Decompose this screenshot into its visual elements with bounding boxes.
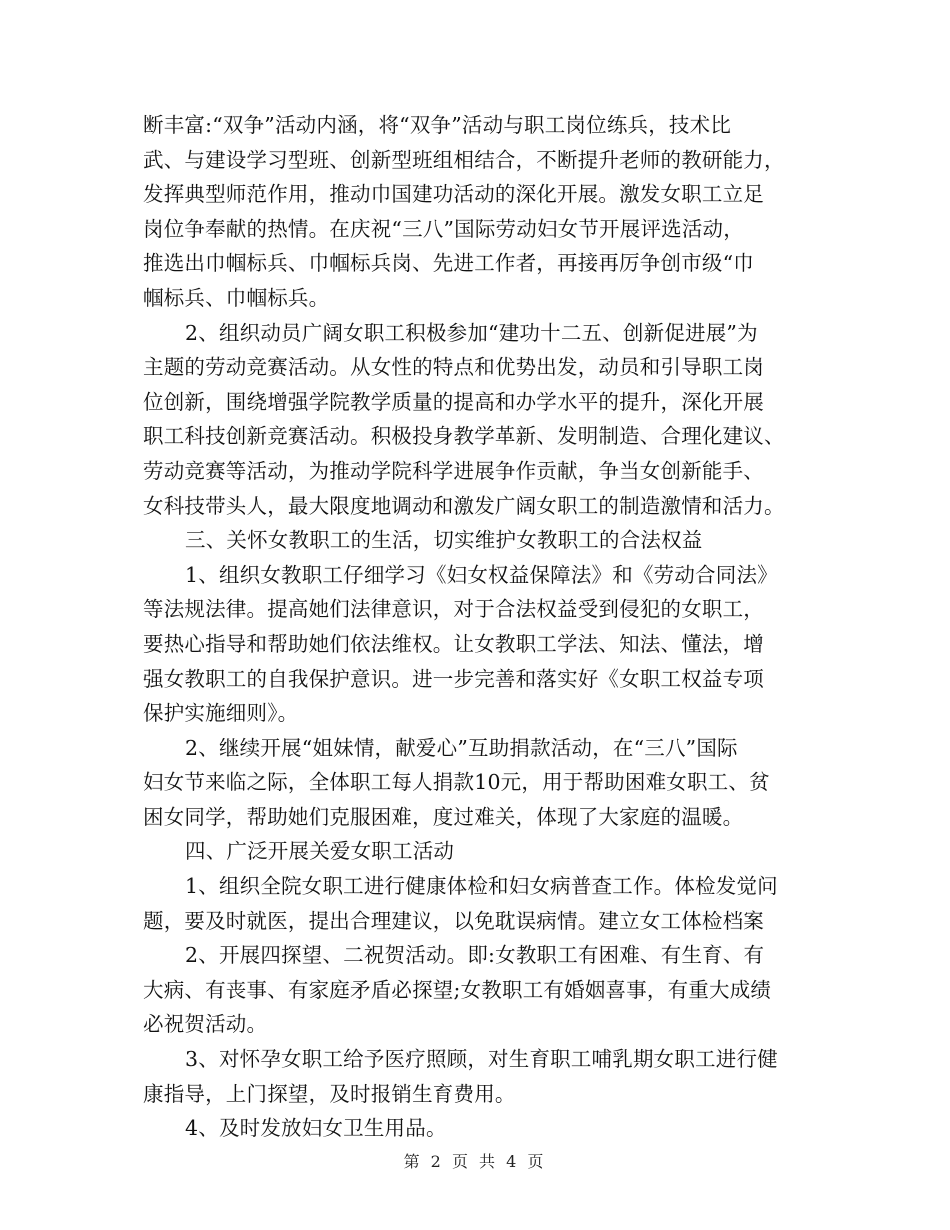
text-line: 位创新，围绕增强学院教学质量的提高和办学水平的提升，深化开展: [143, 389, 764, 414]
text-line: 2、继续开展“姐妹情，献爱心”互助捐款活动，在“三八”国际: [185, 735, 738, 760]
text-line: 康指导，上门探望，及时报销生育费用。: [143, 1081, 516, 1106]
text-line: 岗位争奉献的热情。在庆祝“三八”国际劳动妇女节开展评选活动，: [143, 216, 744, 241]
text-line: 2、开展四探望、二祝贺活动。即:女教职工有困难、有生育、有: [185, 943, 765, 968]
text-line: 帼标兵、巾帼标兵。: [143, 285, 330, 310]
text-line: 妇女节来临之际，全体职工每人捐款10元，用于帮助困难女职工、贫: [143, 770, 770, 795]
text-line: 四、广泛开展关爱女职工活动: [185, 839, 455, 864]
text-line: 强女教职工的自我保护意识。进一步完善和落实好《女职工权益专项: [143, 666, 764, 691]
text-line: 断丰富:“双争”活动内涵，将“双争”活动与职工岗位练兵，技术比: [143, 113, 732, 137]
text-line: 3、对怀孕女职工给予医疗照顾，对生育职工哺乳期女职工进行健: [185, 1047, 778, 1072]
text-line: 职工科技创新竞赛活动。积极投身教学革新、发明制造、合理化建议、: [143, 424, 785, 449]
text-line: 武、与建设学习型班、创新型班组相结合，不断提升老师的教研能力，: [143, 147, 785, 172]
text-line: 劳动竞赛等活动，为推动学院科学进展争作贡献，争当女创新能手、: [143, 458, 764, 483]
text-line: 三、关怀女教职工的生活，切实维护女教职工的合法权益: [185, 528, 703, 553]
text-line: 困女同学，帮助她们克服困难，度过难关，体现了大家庭的温暖。: [143, 804, 744, 829]
text-line: 主题的劳动竞赛活动。从女性的特点和优势出发，动员和引导职工岗: [143, 355, 764, 380]
text-line: 推选出巾帼标兵、巾帼标兵岗、先进工作者，再接再厉争创市级“巾: [143, 251, 754, 276]
text-line: 必祝贺活动。: [143, 1012, 268, 1037]
document-body: [143, 108, 815, 1146]
text-line: 要热心指导和帮助她们依法维权。让女教职工学法、知法、懂法，增: [143, 631, 764, 656]
page-number-footer: 第 2 页 共 4 页: [403, 1152, 547, 1171]
text-line: 等法规法律。提高她们法律意识，对于合法权益受到侵犯的女职工，: [143, 597, 764, 622]
text-line: 1、组织女教职工仔细学习《妇女权益保障法》和《劳动合同法》: [185, 562, 778, 587]
text-line: 1、组织全院女职工进行健康体检和妇女病普查工作。体检发觉问: [185, 874, 778, 899]
text-line: 2、组织动员广阔女职工积极参加“建功十二五、创新促进展”为: [185, 320, 758, 345]
text-line: 大病、有丧事、有家庭矛盾必探望;女教职工有婚姻喜事，有重大成绩: [143, 977, 772, 1002]
text-line: 保护实施细则》。: [143, 701, 299, 726]
text-line: 4、及时发放妇女卫生用品。: [185, 1116, 447, 1141]
text-line: 女科技带头人，最大限度地调动和激发广阔女职工的制造激情和活力。: [143, 493, 785, 518]
text-line: 题，要及时就医，提出合理建议，以免耽误病情。建立女工体检档案: [143, 908, 764, 933]
text-line: 发挥典型师范作用，推动巾国建功活动的深化开展。激发女职工立足: [143, 182, 764, 207]
